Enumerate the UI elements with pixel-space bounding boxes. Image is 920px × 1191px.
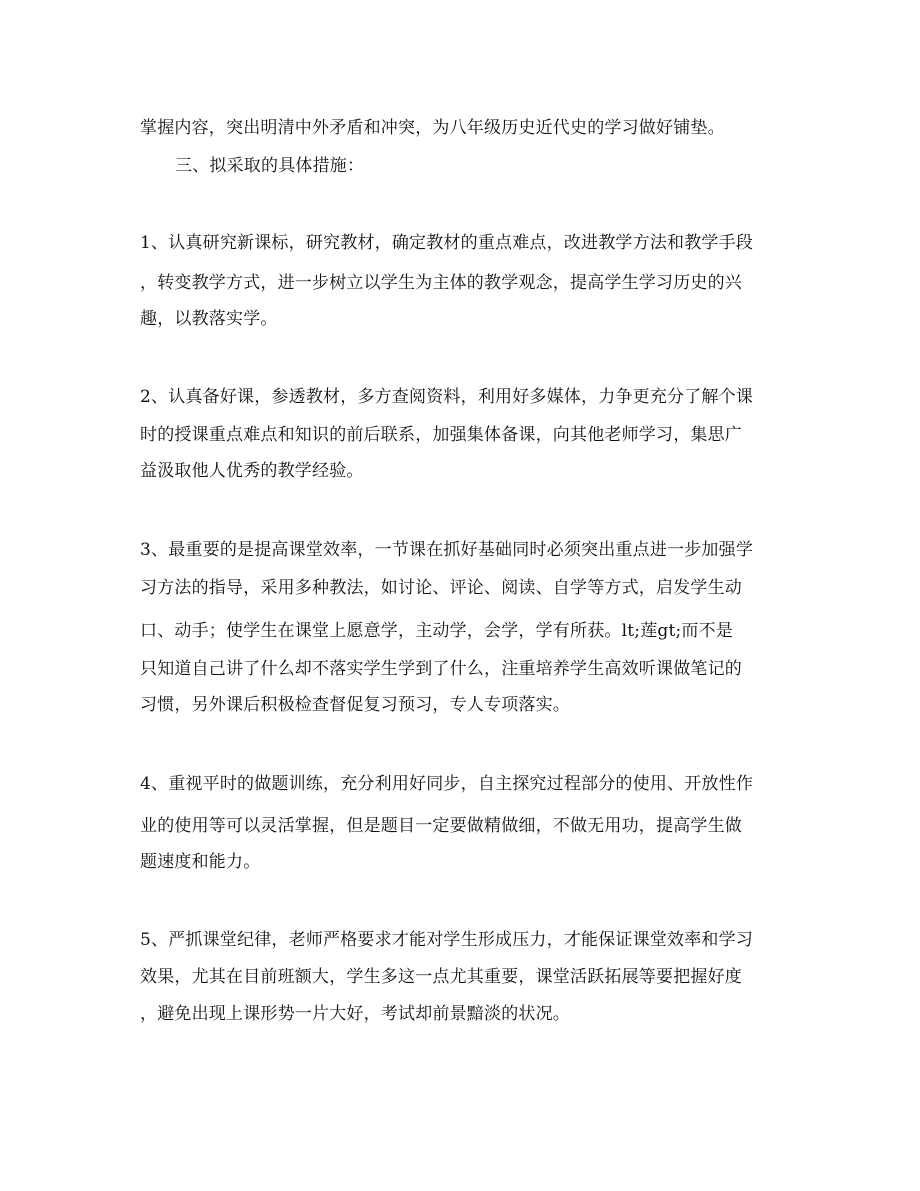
intro-line: 掌握内容，突出明清中外矛盾和冲突，为八年级历史近代史的学习做好铺垫。 — [140, 118, 725, 138]
paragraph-3-line-4: 只知道自己讲了什么却不落实学生学到了什么，注重培养学生高效听课做笔记的 — [140, 659, 742, 679]
paragraph-1-line-2: ，转变教学方式，进一步树立以学生为主体的教学观念，提高学生学习历史的兴 — [140, 273, 742, 293]
paragraph-5-line-2: 效果，尤其在目前班额大，学生多这一点尤其重要，课堂活跃拓展等要把握好度 — [140, 967, 742, 987]
paragraph-3-line-2: 习方法的指导，采用多种教法，如讨论、评论、阅读、自学等方式，启发学生动 — [140, 578, 742, 598]
paragraph-2-line-1: 2、认真备好课，参透教材，多方查阅资料，利用好多媒体，力争更充分了解个课 — [140, 387, 754, 407]
section-heading: 三、拟采取的具体措施： — [175, 156, 365, 176]
paragraph-5-line-1: 5、严抓课堂纪律，老师严格要求才能对学生形成压力，才能保证课堂效率和学习 — [140, 930, 754, 950]
paragraph-1-line-3: 趣，以教落实学。 — [140, 309, 278, 329]
paragraph-5-line-3: ，避免出现上课形势一片大好，考试却前景黯淡的状况。 — [140, 1004, 570, 1024]
paragraph-4-line-2: 业的使用等可以灵活掌握，但是题目一定要做精做细，不做无用功，提高学生做 — [140, 816, 742, 836]
paragraph-2-line-2: 时的授课重点难点和知识的前后联系，加强集体备课，向其他老师学习，集思广 — [140, 425, 742, 445]
paragraph-4-line-1: 4、重视平时的做题训练，充分利用好同步，自主探究过程部分的使用、开放性作 — [140, 774, 754, 794]
paragraph-3-line-1: 3、最重要的是提高课堂效率，一节课在抓好基础同时必须突出重点进一步加强学 — [140, 540, 754, 560]
paragraph-4-line-3: 题速度和能力。 — [140, 852, 261, 872]
paragraph-3-line-3: 口、动手；使学生在课堂上愿意学，主动学，会学，学有所获。lt;莲gt;而不是 — [140, 621, 734, 641]
paragraph-2-line-3: 益汲取他人优秀的教学经验。 — [140, 461, 364, 481]
paragraph-1-line-1: 1、认真研究新课标，研究教材，确定教材的重点难点，改进教学方法和教学手段 — [140, 233, 754, 253]
paragraph-3-line-5: 习惯，另外课后积极检查督促复习预习，专人专项落实。 — [140, 695, 570, 715]
